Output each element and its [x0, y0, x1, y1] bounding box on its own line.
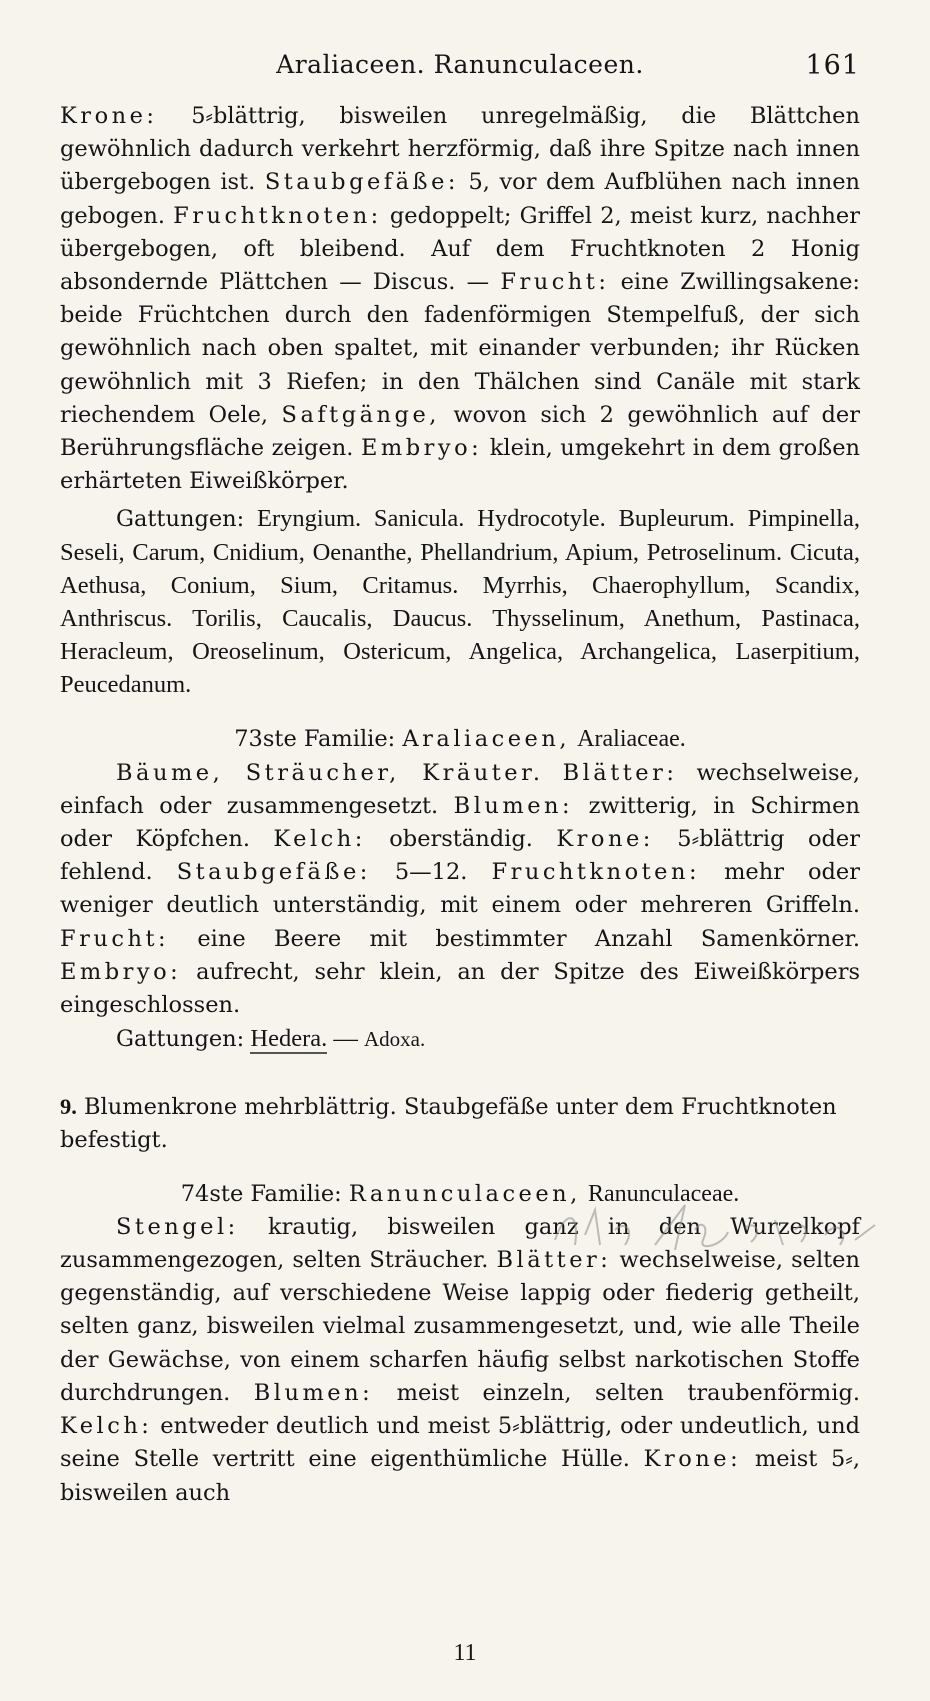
family-heading-73 [60, 723, 860, 756]
genera-names: Eryngium. Sanicula. Hydrocotyle. Bupleurum. Pimpinella, Seseli, Carum, Cnidium, Oenanthe, Phellandrium, Apium, Petroselinum. Cicuta, Aethusa, Conium, Sium, Critamus. Myrrhis, Chaerophyllum, Scandix, Anthriscus. Torilis, Caucalis, Daucus. Thysselinum, Anethum, Pastinaca, Heracleum, Oreoselinum, Ostericum, Angelica, Archangelica, Laserpitium, Peucedanum. [60, 505, 860, 699]
pencil-annotation-scribble [545, 1200, 885, 1260]
running-title: Araliaceen. Ranunculaceen. [276, 50, 644, 79]
term-staubgefaesse: Staubgefäße: [176, 859, 371, 886]
term-embryo: Embryo: [60, 958, 182, 985]
text-segment: aufrecht, sehr klein, an der Spitze des Eiweißkörpers eingeschlossen. [60, 958, 860, 1019]
term-staubgefaesse: Staubgefäße: [264, 169, 459, 196]
araliaceae-description-paragraph [60, 757, 860, 1023]
family-name-german: Ranunculaceen, [348, 1180, 581, 1207]
genera-label: Gattungen: [116, 506, 245, 533]
genera-list-umbelliferae [60, 502, 860, 701]
term-fruchtknoten: Fruchtknoten: [491, 859, 701, 886]
dash-separator: — [327, 1025, 364, 1053]
page-body [60, 100, 860, 1510]
text-segment: wechselweise, einfach oder zusammengesetzt. [60, 759, 860, 819]
text-segment: krautig, bisweilen ganz in den Wurzelkopf zusammengezogen, selten Sträucher. [60, 1213, 860, 1274]
term-embryo: Embryo: [360, 435, 483, 462]
section-heading-9 [60, 1090, 860, 1157]
term-fruchtknoten: Fruchtknoten: [173, 202, 382, 229]
page-number: 161 [805, 50, 860, 81]
text-segment: wechselweise, selten gegenständig, auf verschiedene Weise lappig oder fiederig getheilt, selten ganz, bisweilen vielmal zusammengesetzt, und, wie alle Theile der Gewächse, von einem scharfen häufig selbst narkotischen Stoffe durchdrungen. [60, 1247, 860, 1406]
umbelliferae-description-paragraph [60, 100, 860, 498]
text-segment: 5⸗blättrig, bisweilen unregelmäßig, die Blättchen gewöhnlich dadurch verkehrt herzförmig, daß ihre Spitze nach innen übergebogen ist. [60, 103, 860, 196]
section-title: Blumenkrone mehrblättrig. Staubgefäße unter dem Fruchtknoten befestigt. [60, 1094, 837, 1154]
text-segment: entweder deutlich und meist 5⸗blättrig, oder undeutlich, und seine Stelle vertritt eine eigenthümliche Hülle. [60, 1413, 860, 1473]
term-kelch: Kelch: [273, 826, 366, 853]
genus-hedera: Hedera. [250, 1025, 328, 1053]
text-segment: 5⸗blättrig oder fehlend. [60, 826, 860, 886]
text-segment: wovon sich 2 gewöhnlich auf der Berührungsfläche zeigen. [60, 401, 860, 462]
text-segment: 5—12. [370, 859, 492, 886]
term-frucht: Frucht: [60, 925, 170, 952]
text-segment: gedoppelt; Griffel 2, meist kurz, nachher übergebogen, oft bleibend. Auf dem Fruchtknoten 2 Honig absondernde Plättchen — Discus. — [60, 202, 860, 296]
term-saftgaenge: Saftgänge, [281, 401, 440, 428]
term-blaetter: Blätter: [496, 1247, 612, 1274]
term-krone: Krone: [556, 826, 654, 853]
genus-adoxa: Adoxa. [363, 1027, 426, 1052]
family-name-german: Araliaceen, [402, 726, 571, 753]
term-blumen: Blumen: [253, 1379, 374, 1406]
genera-label: Gattungen: [116, 1026, 245, 1053]
text-segment: meist einzeln, selten traubenförmig. [373, 1379, 860, 1406]
text-segment: 5, vor dem Aufblühen nach innen gebogen. [60, 169, 860, 229]
family-number: 74ste Familie: [180, 1180, 342, 1207]
term-frucht: Frucht: [500, 269, 610, 296]
text-segment: klein, umgekehrt in dem großen erhärteten Eiweißkörper. [60, 435, 860, 495]
term-krone: Krone: [60, 103, 158, 129]
text-segment: eine Beere mit bestimmter Anzahl Samenkörner. [169, 925, 860, 952]
term-krone: Krone: [643, 1446, 742, 1473]
text-segment: zwitterig, in Schirmen oder Köpfchen. [60, 792, 860, 853]
family-name-latin: Araliaceae. [577, 726, 686, 753]
term-kelch: Kelch: [60, 1413, 153, 1440]
text-segment: oberständig. [365, 826, 557, 853]
section-number: 9. [60, 1094, 77, 1120]
text-segment: mehr oder weniger deutlich unterständig, mit einem oder mehreren Griffeln. [60, 859, 860, 919]
family-name-latin: Ranunculaceae. [588, 1180, 740, 1207]
term-habit: Bäume, Sträucher, Kräuter. [116, 759, 544, 786]
page-header [60, 50, 860, 90]
text-segment: eine Zwillingsakene: beide Früchtchen durch den fadenförmigen Stempelfuß, der sich gewöhnlich nach oben spaltet, mit einander verbunden; ihr Rücken gewöhnlich mit 3 Riefen; in den Thälchen sind Canäle mit stark riechendem Oele, [60, 269, 860, 428]
signature-mark: 11 [453, 1640, 477, 1666]
term-stengel: Stengel: [116, 1213, 239, 1240]
genera-list-araliaceae [60, 1022, 860, 1056]
term-blaetter: Blätter: [562, 759, 678, 786]
term-blumen: Blumen: [453, 792, 574, 819]
family-number: 73ste Familie: [234, 726, 396, 753]
text-segment: meist 5⸗, bisweilen auch [60, 1446, 860, 1506]
